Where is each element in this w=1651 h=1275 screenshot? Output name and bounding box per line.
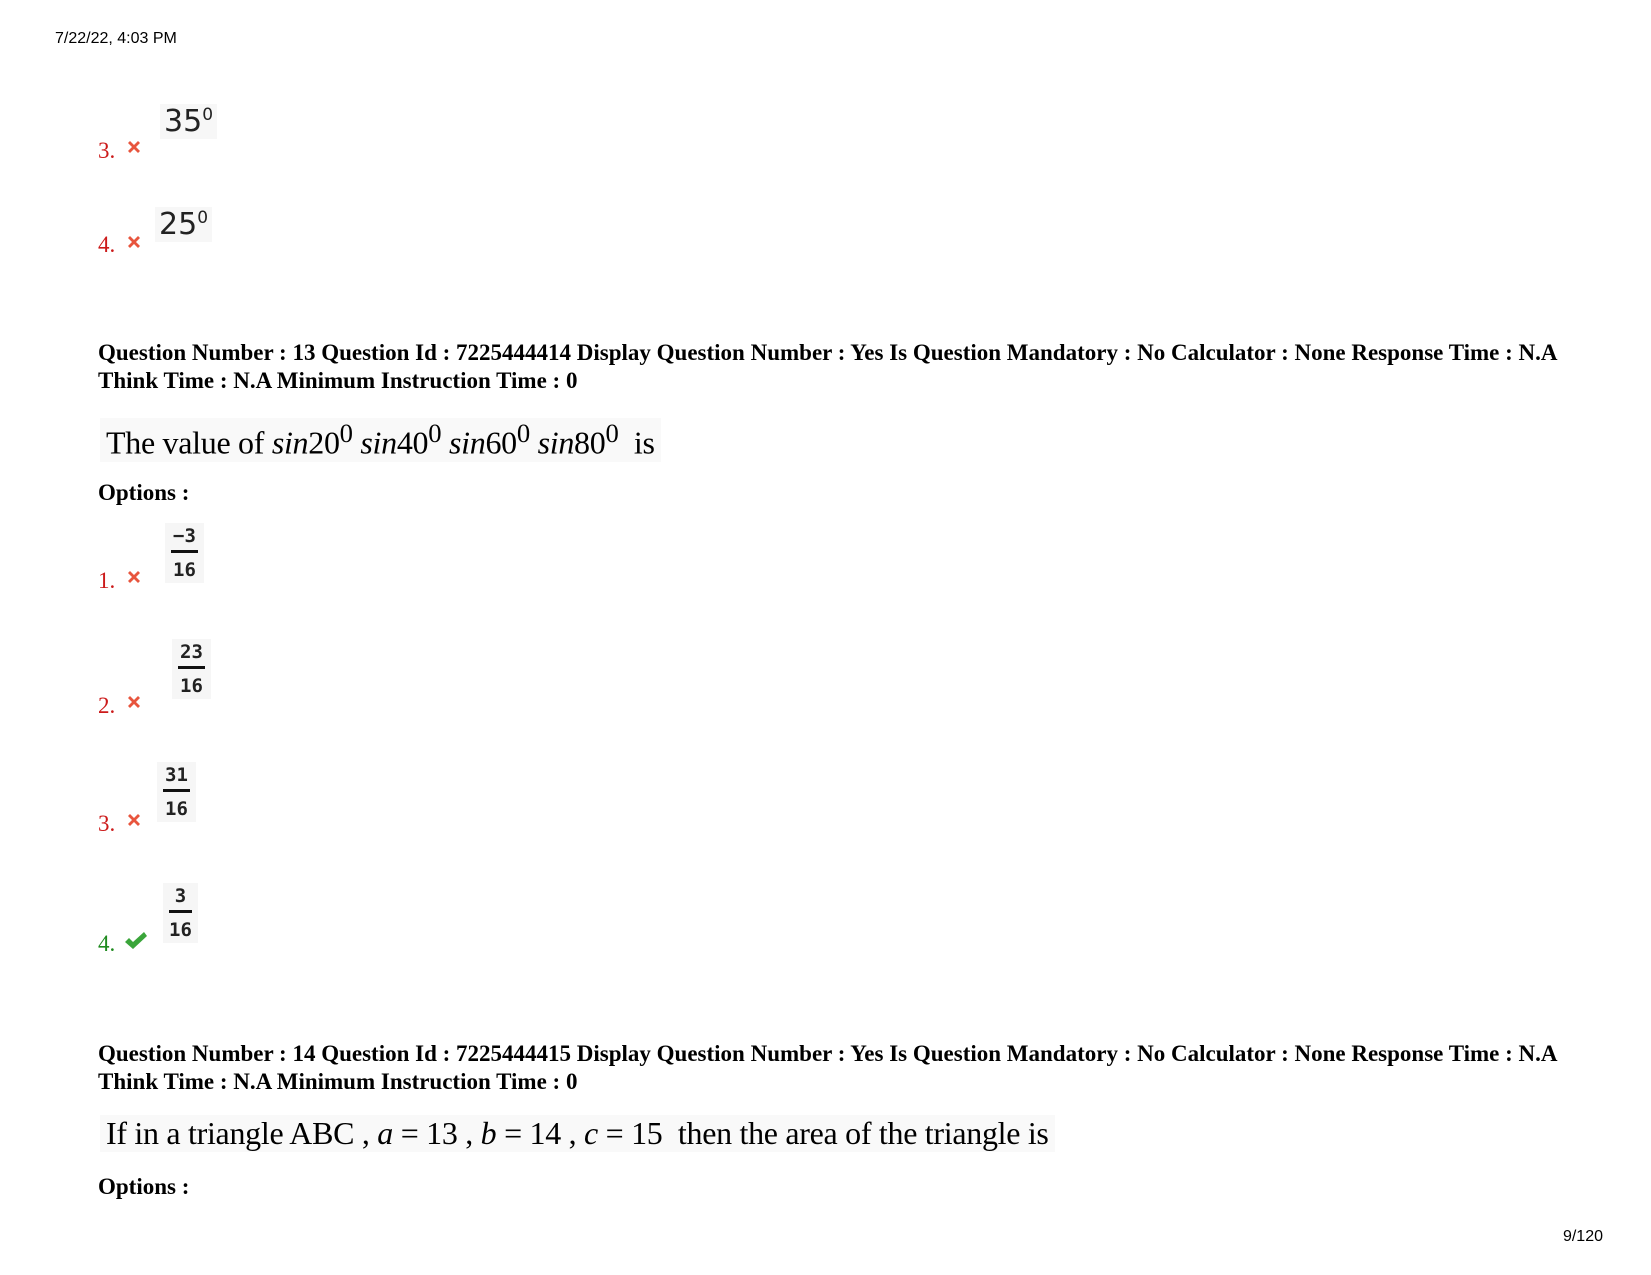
- option-value: $35^0$: [160, 104, 217, 139]
- cross-icon: [124, 567, 144, 587]
- option-number: 2.: [98, 693, 116, 718]
- option-number: 4.: [98, 232, 116, 257]
- options-label: Options :: [98, 1174, 190, 1199]
- option-fraction: $\frac{-3}{16}$: [165, 523, 204, 583]
- option-number: 3.: [98, 138, 116, 163]
- print-timestamp: 7/22/22, 4:03 PM: [55, 30, 177, 47]
- option-number: 4.: [98, 931, 116, 956]
- check-icon: [123, 930, 149, 952]
- question-14-meta: Question Number : 14 Question Id : 7225444415 Display Question Number : Yes Is Question Mandatory : No Calculator : None Response Time : N.A Think Time : N.A Minimum Instruction Time : 0: [98, 1041, 1557, 1094]
- option-fraction: $\frac{23}{16}$: [172, 639, 211, 699]
- option-fraction: $\frac{3}{16}$: [163, 883, 198, 943]
- option-number: 3.: [98, 811, 116, 836]
- option-fraction: $\frac{31}{16}$: [157, 762, 196, 822]
- cross-icon: [124, 810, 144, 830]
- cross-icon: [124, 692, 144, 712]
- question-13-text: The value of $\sin 20^0$ $\sin 40^0$ $\sin 60^0$ $\sin 80^0$ is: [100, 418, 661, 462]
- question-13-meta: Question Number : 13 Question Id : 7225444414 Display Question Number : Yes Is Question Mandatory : No Calculator : None Response Time : N.A Think Time : N.A Minimum Instruction Time : 0: [98, 340, 1557, 393]
- cross-icon: [124, 232, 144, 252]
- question-14-text: If in a triangle ABC , a = 13 , b = 14 , c = 15 then the area of the triangle is: [100, 1115, 1055, 1152]
- options-label: Options :: [98, 480, 190, 505]
- cross-icon: [124, 137, 144, 157]
- page-number: 9/120: [1562, 1228, 1603, 1245]
- option-number: 1.: [98, 568, 116, 593]
- option-value: $25^0$: [155, 207, 212, 242]
